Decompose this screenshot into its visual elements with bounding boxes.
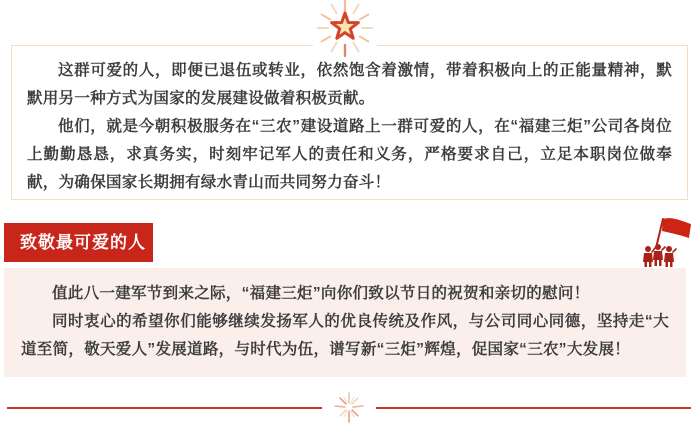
intro-box (11, 45, 688, 200)
message-paragraph-1: 值此八一建军节到来之际，“福建三炬”向你们致以节日的祝贺和亲切的慰问！ (52, 285, 590, 302)
intro-paragraph-2: 他们，就是今朝积极服务在“三农”建设道路上一群可爱的人，在“福建三炬”公司各岗位上勤勤恳恳，求真务实，时刻牢记军人的责任和义务，严格要求自己，立足本职岗位做奉献，为确保国家长期拥有绿水青山而共同努力奋斗！ (27, 118, 672, 191)
star-burst-svg (297, 0, 393, 58)
divider-line-right (376, 407, 691, 409)
star-burst-icon (297, 0, 393, 58)
firework-sparkle-icon (325, 390, 373, 426)
flag-with-people-icon (638, 216, 694, 268)
divider-line-left (7, 407, 322, 409)
intro-paragraph-1: 这群可爱的人，即便已退伍或转业，依然饱含着激情，带着积极向上的正能量精神，默默用另一种方式为国家的发展建设做着积极贡献。 (27, 62, 672, 107)
message-paragraph-2: 同时衷心的希望你们能够继续发扬军人的优良传统及作风，与公司同心同德，坚持走“大道至简，敬天爱人”发展道路，与时代为伍，谱写新“三炬”辉煌，促国家“三农”大发展！ (21, 313, 669, 358)
message-box (4, 268, 686, 377)
section-title-banner: 致敬最可爱的人 (4, 223, 153, 262)
flag-with-people-svg (638, 216, 694, 268)
bottom-divider (7, 399, 691, 417)
